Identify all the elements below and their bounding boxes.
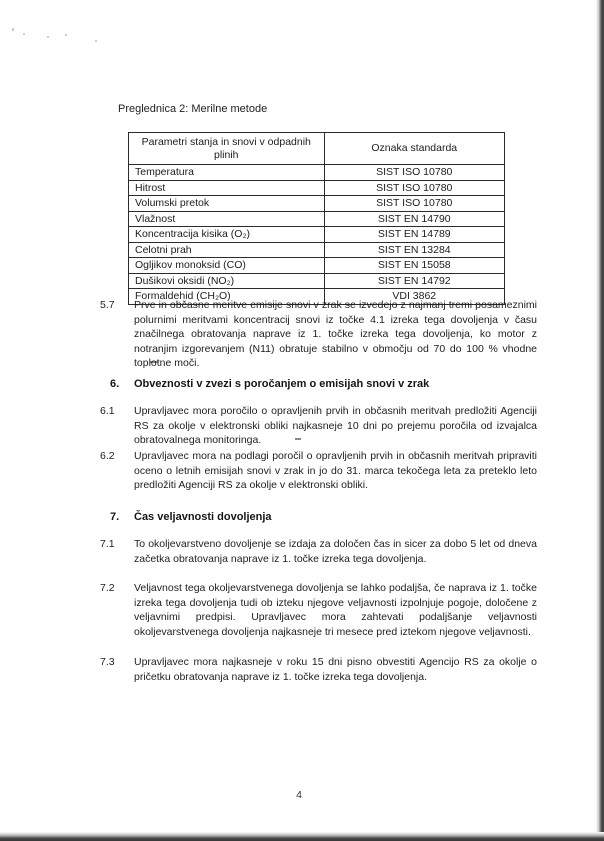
paragraph-7-1 <box>100 537 537 566</box>
paragraph-text: Upravljavec mora najkasneje v roku 15 dni pisno obvestiti Agencijo RS za okolje o pričetku obratovanja naprave iz 1. točke izreka tega dovoljenja. <box>134 656 537 683</box>
paragraph-5-7 <box>100 298 537 371</box>
paragraph-text: Upravljavec mora poročilo o opravljenih prvih in občasnih meritvah predložiti Agenciji RS za okolje v elektronski obliki najkasneje 10 dni po prejemu poročila od izvajalca obratovalnega monitoringa. <box>134 405 537 446</box>
parameter-cell: Ogljikov monoksid (CO) <box>129 258 325 274</box>
measurement-methods-table <box>128 132 505 305</box>
parameter-cell: Koncentracija kisika (O₂) <box>129 227 325 243</box>
paragraph-number: 7.1 <box>100 538 115 550</box>
heading-title: Čas veljavnosti dovoljenja <box>134 511 272 523</box>
paragraph-text: Upravljavec mora na podlagi poročil o opravljenih prvih in občasnih meritvah pripraviti oceno o letnih emisijah snovi v zrak in jo do 31. marca tekočega leta za preteklo leto predložiti Agenciji RS za okolje v elektronski obliki. <box>134 450 537 491</box>
paragraph-number: 6.2 <box>100 450 115 462</box>
page-number: 4 <box>296 789 302 801</box>
table-row <box>129 165 505 181</box>
scan-speck <box>95 40 97 42</box>
standard-cell: SIST EN 13284 <box>324 242 504 258</box>
table-row <box>129 258 505 274</box>
paragraph-text: To okoljevarstveno dovoljenje se izdaja za določen čas in sicer za dobo 5 let od dneva začetka obratovanja naprave iz 1. točke izreka tega dovoljenja. <box>134 538 537 565</box>
section-heading-6 <box>110 377 537 391</box>
parameter-cell: Formaldehid (CH₂O) <box>129 289 325 305</box>
table-caption: Preglednica 2: Merilne metode <box>118 103 268 115</box>
heading-number: 6. <box>110 378 120 390</box>
standard-cell: SIST EN 14789 <box>324 227 504 243</box>
standard-cell: SIST EN 14790 <box>324 211 504 227</box>
standard-cell: SIST EN 15058 <box>324 258 504 274</box>
scan-speck <box>23 33 25 35</box>
scan-edge-bottom <box>0 832 604 841</box>
paragraph-6-1 <box>100 404 537 448</box>
standard-cell: VDI 3862 <box>324 289 504 305</box>
section-heading-7 <box>110 510 537 524</box>
paragraph-7-3 <box>100 655 537 684</box>
parameter-cell: Celotni prah <box>129 242 325 258</box>
paragraph-6-2 <box>100 449 537 493</box>
heading-title: Obveznosti v zvezi s poročanjem o emisijah snovi v zrak <box>134 378 430 390</box>
standard-cell: SIST ISO 10780 <box>324 196 504 212</box>
table-header-row <box>129 133 505 165</box>
parameter-cell: Temperatura <box>129 165 325 181</box>
standard-cell: SIST ISO 10780 <box>324 165 504 181</box>
table-row <box>129 227 505 243</box>
paragraph-text: Prve in občasne meritve emisije snovi v zrak se izvedejo z najmanj tremi posameznimi polurnimi meritvami koncentracij snovi iz točke 4.1 izreka tega dovoljenja v času značilnega obratovanja naprave iz 1. točke izreka tega dovoljenja, ko motor z notranjim izgorevanjem (N11) obratuje stabilno v območju od 70 do 100 % vhodne toplotne moči. <box>134 299 537 369</box>
paragraph-text: Veljavnost tega okoljevarstvenega dovoljenja se lahko podaljša, če naprava iz 1. točke izreka tega dovoljenja tudi ob izteku njegove veljavnosti izpolnjuje pogoje, določene z veljavnimi predpisi. Upravljavec mora zahtevati podaljšanje veljavnosti okoljevarstvenega dovoljenja najkasneje tri mesece pred iztekom njegove veljavnosti. <box>134 582 537 638</box>
scan-speck <box>47 36 49 38</box>
table-row <box>129 273 505 289</box>
scan-speck <box>12 28 14 31</box>
table-row <box>129 180 505 196</box>
table-row <box>129 242 505 258</box>
standard-cell: SIST EN 14792 <box>324 273 504 289</box>
parameter-cell: Volumski pretok <box>129 196 325 212</box>
paragraph-number: 6.1 <box>100 405 115 417</box>
table-row <box>129 211 505 227</box>
parameter-cell: Dušikovi oksidi (NO₂) <box>129 273 325 289</box>
paragraph-7-2 <box>100 581 537 639</box>
standard-cell: SIST ISO 10780 <box>324 180 504 196</box>
paragraph-number: 5.7 <box>100 299 115 311</box>
parameter-cell: Vlažnost <box>129 211 325 227</box>
scan-edge-right <box>596 0 604 841</box>
scan-speck <box>65 34 67 36</box>
paragraph-number: 7.2 <box>100 582 115 594</box>
paragraph-number: 7.3 <box>100 656 115 668</box>
heading-number: 7. <box>110 511 120 523</box>
column-header-parameters: Parametri stanja in snovi v odpadnih plinih <box>129 133 325 165</box>
parameter-cell: Hitrost <box>129 180 325 196</box>
column-header-standard: Oznaka standarda <box>324 133 504 165</box>
table-row <box>129 196 505 212</box>
